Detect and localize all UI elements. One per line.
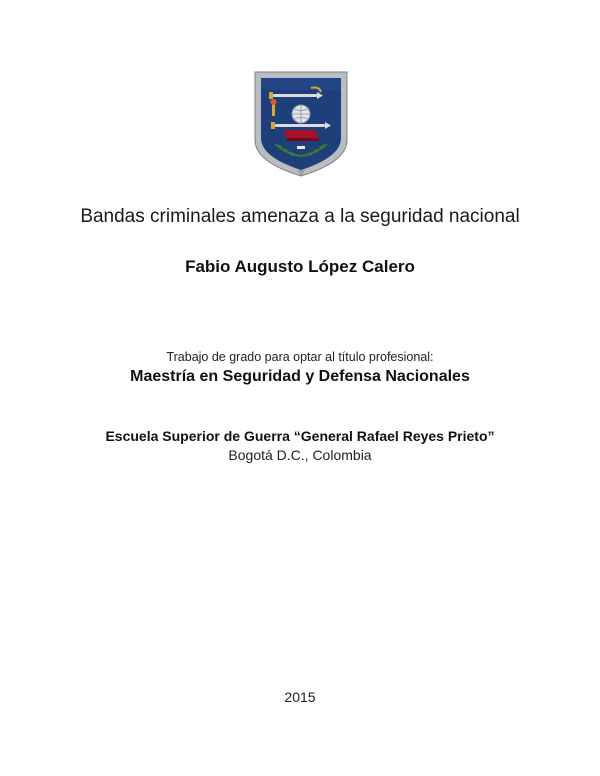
institution-shield-icon: [253, 70, 349, 178]
degree-name: Maestría en Seguridad y Defensa Nacionales: [130, 368, 470, 385]
year: 2015: [284, 689, 316, 705]
degree-intro: Trabajo de grado para optar al título profesional:: [166, 350, 434, 364]
location: Bogotá D.C., Colombia: [228, 447, 372, 463]
author-name: Fabio Augusto López Calero: [185, 257, 415, 276]
institution-name: Escuela Superior de Guerra “General Rafael Reyes Prieto”: [105, 428, 495, 444]
document-title: Bandas criminales amenaza a la seguridad nacional: [80, 206, 520, 227]
